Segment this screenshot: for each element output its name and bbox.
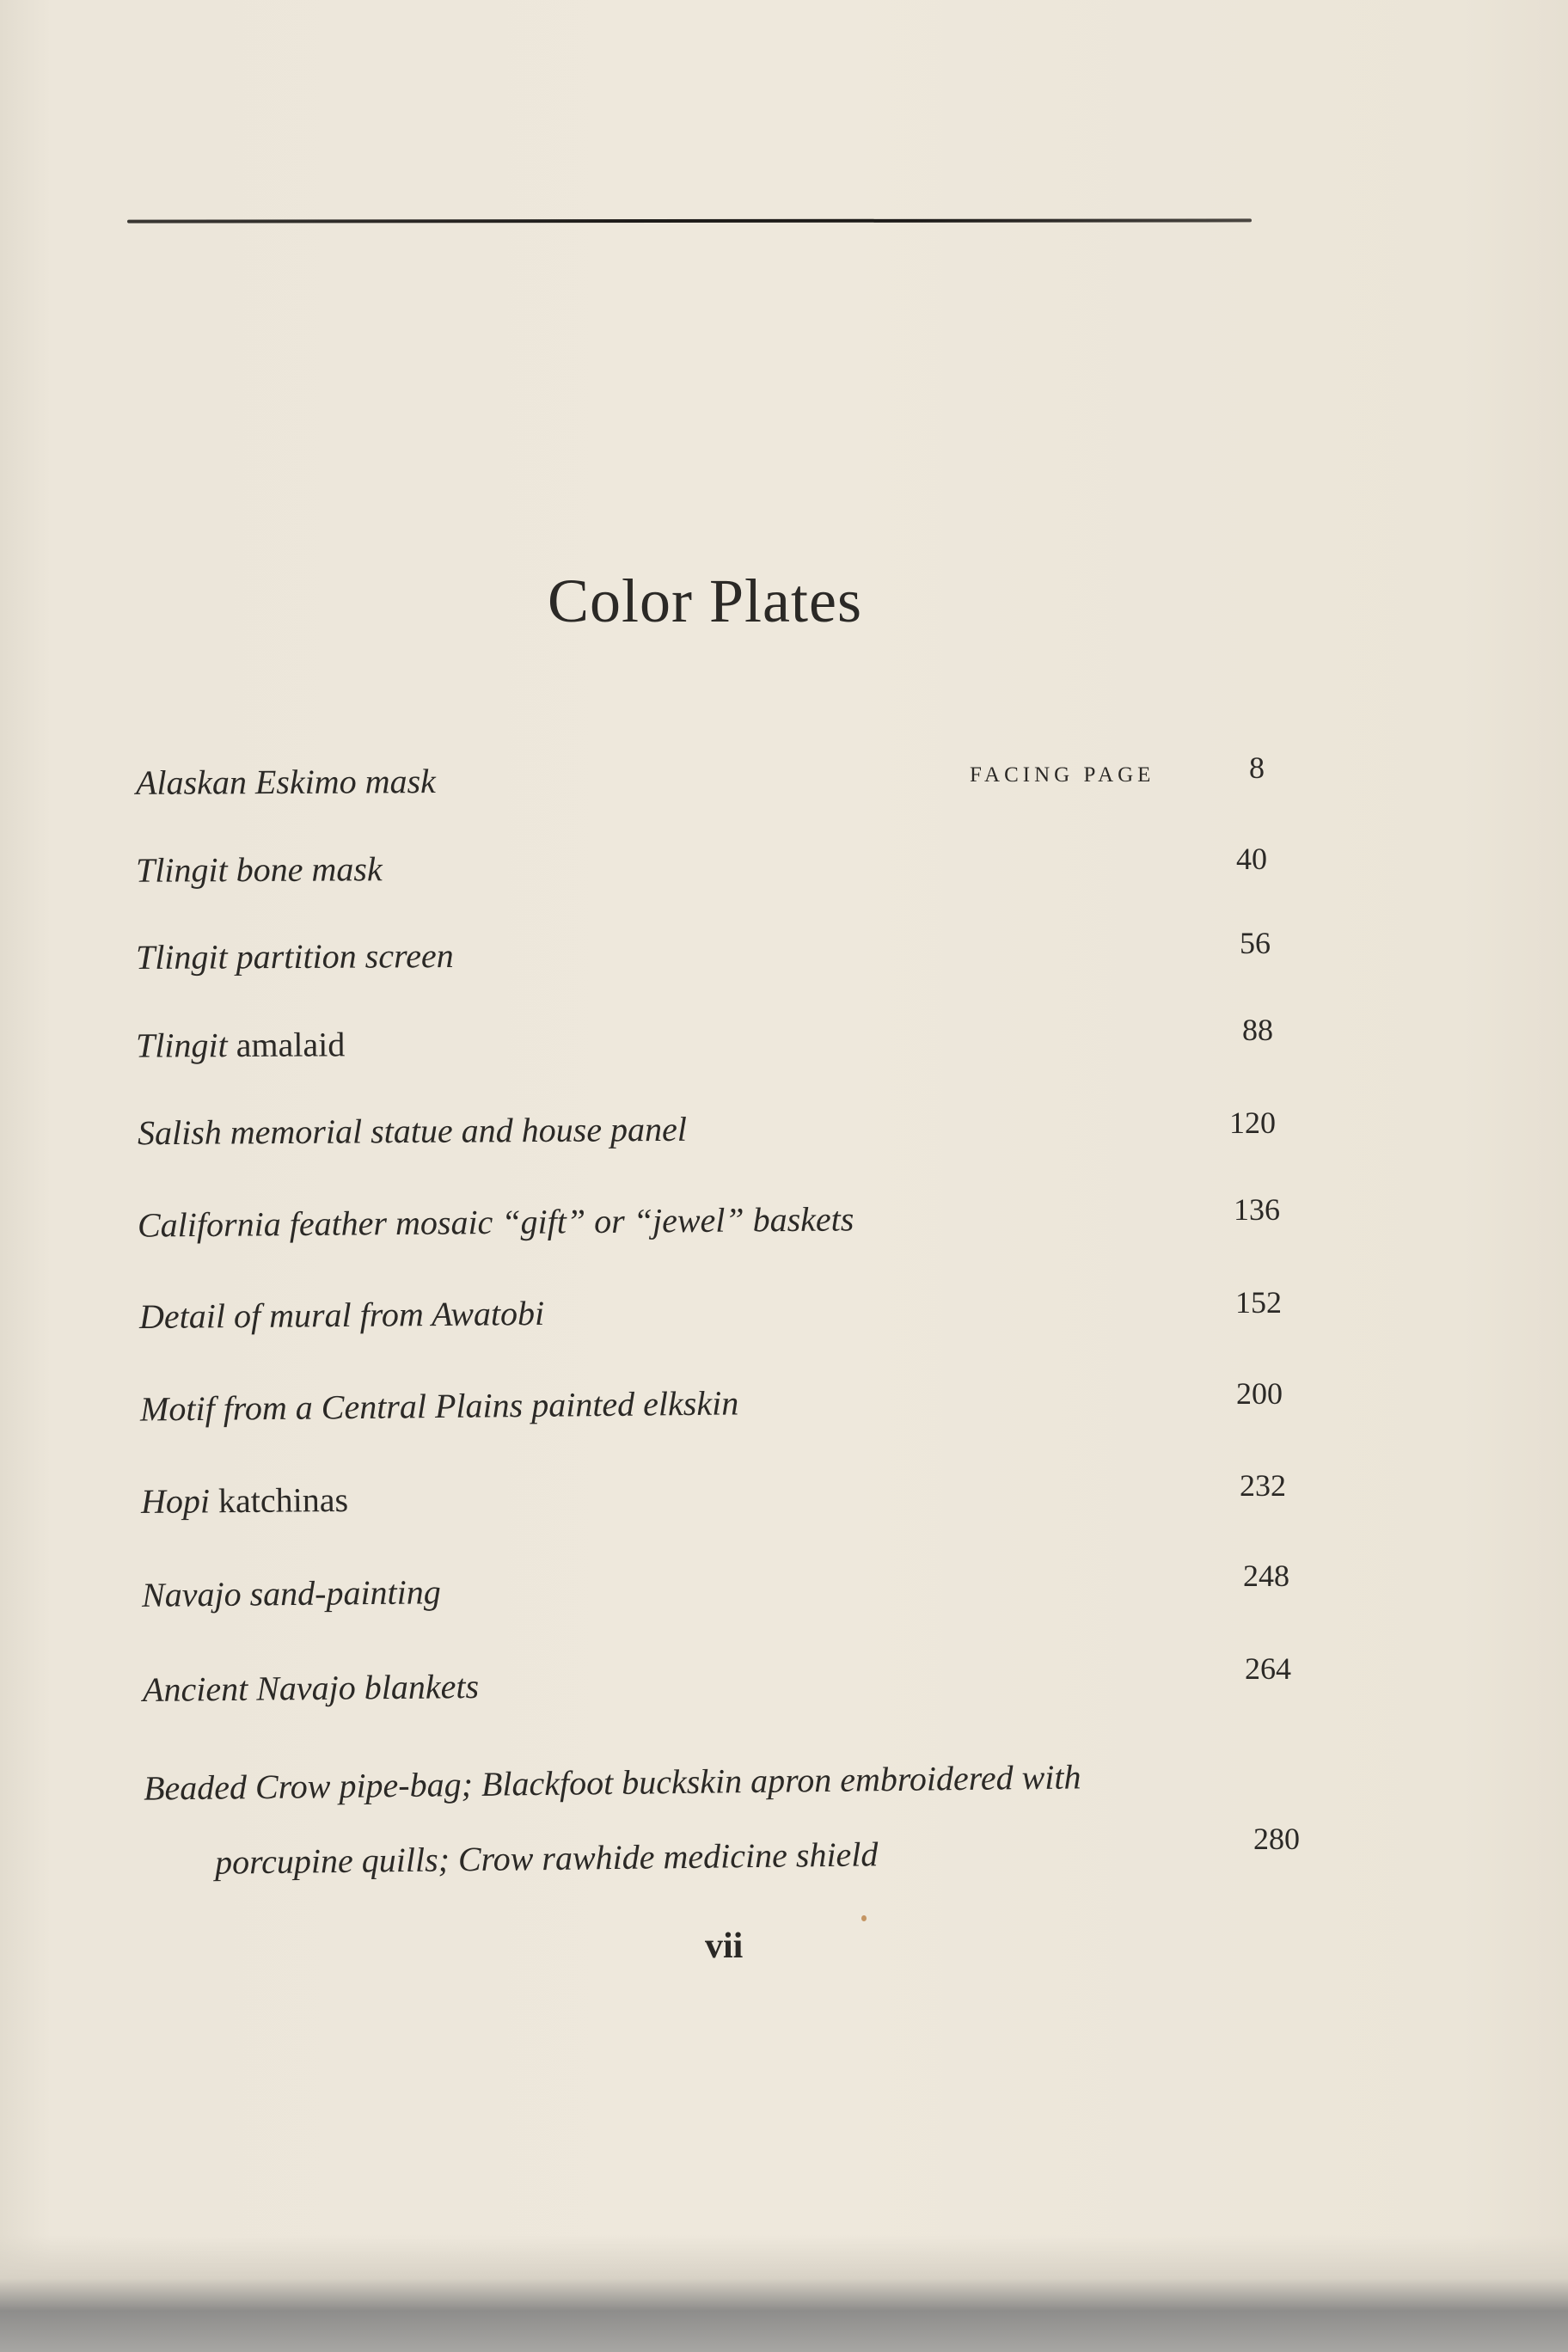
plate-page-number: 8	[1249, 750, 1265, 785]
plate-page-number: 120	[1229, 1106, 1276, 1140]
plate-page-number: 152	[1235, 1285, 1282, 1320]
plate-title	[141, 1479, 348, 1522]
plate-title: Detail of mural from Awatobi	[138, 1293, 545, 1337]
plate-title: Navajo sand-painting	[141, 1572, 442, 1614]
plate-page-number: 232	[1240, 1468, 1286, 1503]
facing-page-label: FACING PAGE	[970, 763, 1155, 787]
plate-title: Tlingit partition screen	[135, 936, 454, 977]
page-folio: vii	[705, 1926, 744, 1966]
plate-title-italic: Hopi	[140, 1481, 211, 1522]
plate-title-italic: Tlingit	[135, 1026, 228, 1065]
plate-page-number: 280	[1253, 1822, 1300, 1856]
plate-title: Tlingit bone mask	[135, 849, 383, 890]
plate-title: Alaskan Eskimo mask	[135, 762, 436, 802]
plate-title-line-1: Beaded Crow pipe-bag; Blackfoot buckskin apron embroidered with	[143, 1757, 1081, 1808]
plate-title: Salish memorial statue and house panel	[137, 1109, 688, 1153]
plate-page-number: 56	[1240, 926, 1271, 960]
page-edge-shadow	[0, 2235, 1568, 2352]
plate-page-number: 248	[1243, 1559, 1289, 1593]
plate-title: California feather mosaic “gift” or “jewel” baskets	[137, 1199, 854, 1245]
plate-page-number: 88	[1242, 1013, 1273, 1047]
page-title: Color Plates	[548, 567, 862, 635]
plate-title-roman: amalaid	[227, 1025, 346, 1065]
plate-title-roman: katchinas	[209, 1479, 349, 1521]
plate-title: Ancient Navajo blankets	[142, 1666, 480, 1710]
plate-page-number: 136	[1234, 1192, 1280, 1227]
paper-speck	[861, 1915, 867, 1921]
plate-page-number: 200	[1236, 1376, 1283, 1411]
plate-title-line-2: porcupine quills; Crow rawhide medicine shield	[214, 1834, 879, 1882]
plate-title	[136, 1024, 346, 1065]
plate-title: Motif from a Central Plains painted elkskin	[139, 1383, 739, 1429]
plate-page-number: 264	[1245, 1651, 1291, 1686]
plate-page-number: 40	[1236, 842, 1267, 876]
top-rule	[127, 218, 1252, 223]
